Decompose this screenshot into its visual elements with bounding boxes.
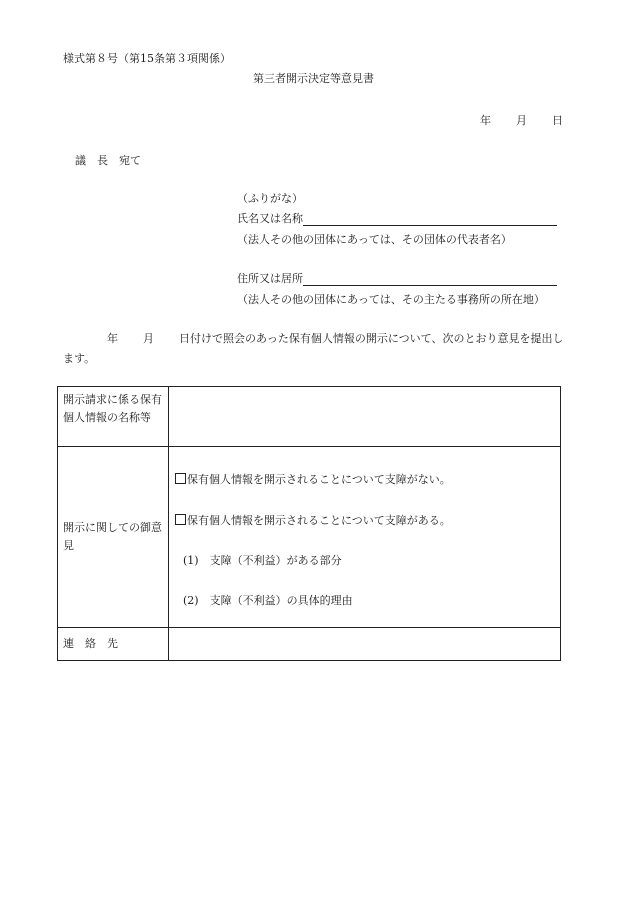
address-blank-line[interactable] <box>303 273 557 286</box>
form-code: 様式第８号（第15条第３項関係） <box>63 52 231 65</box>
table-row <box>58 387 561 447</box>
name-note: （法人その他の団体にあっては、その団体の代表者名） <box>237 233 512 246</box>
table-row <box>58 628 561 661</box>
date-line <box>480 112 563 128</box>
table-row <box>58 447 561 628</box>
address-note: （法人その他の団体にあっては、その主たる事務所の所在地） <box>237 293 545 306</box>
opinion-table <box>57 386 561 661</box>
option-has-issue[interactable] <box>175 512 451 528</box>
sub-item-specific-reason: (2) 支障（不利益）の具体的理由 <box>183 594 353 607</box>
address-field-row <box>237 270 557 286</box>
info-name-label: 開示請求に係る保有個人情報の名称等 <box>58 387 169 447</box>
body-year-label: 年 <box>107 332 118 345</box>
checkbox-icon[interactable] <box>175 473 186 484</box>
name-field-row <box>237 210 557 226</box>
contact-cell[interactable] <box>169 628 561 661</box>
option-no-issue-label: 保有個人情報を開示されることについて支障がない。 <box>187 473 451 486</box>
document-title: 第三者開示決定等意見書 <box>253 72 374 85</box>
address-label: 住所又は居所 <box>237 272 303 285</box>
name-blank-line[interactable] <box>303 213 557 226</box>
date-month-label: 月 <box>516 114 527 127</box>
sub-item-affected-part: (1) 支障（不利益）がある部分 <box>183 554 342 567</box>
body-paragraph <box>63 329 573 369</box>
date-year-label: 年 <box>480 114 491 127</box>
furigana-label: （ふりがな） <box>237 192 303 205</box>
option-has-issue-label: 保有個人情報を開示されることについて支障がある。 <box>187 514 451 527</box>
recipient: 議 長 宛て <box>75 154 141 167</box>
body-month-label: 月 <box>143 332 154 345</box>
info-name-cell[interactable] <box>169 387 561 447</box>
contact-label: 連 絡 先 <box>58 628 169 661</box>
option-no-issue[interactable] <box>175 471 451 487</box>
name-label: 氏名又は名称 <box>237 212 303 225</box>
date-day-label: 日 <box>552 114 563 127</box>
body-text: 日付けで照会のあった保有個人情報の開示について、次のとおり意見を提出します。 <box>63 332 564 365</box>
opinion-label: 開示に関しての御意見 <box>58 447 169 628</box>
checkbox-icon[interactable] <box>175 514 186 525</box>
opinion-cell <box>169 447 561 628</box>
